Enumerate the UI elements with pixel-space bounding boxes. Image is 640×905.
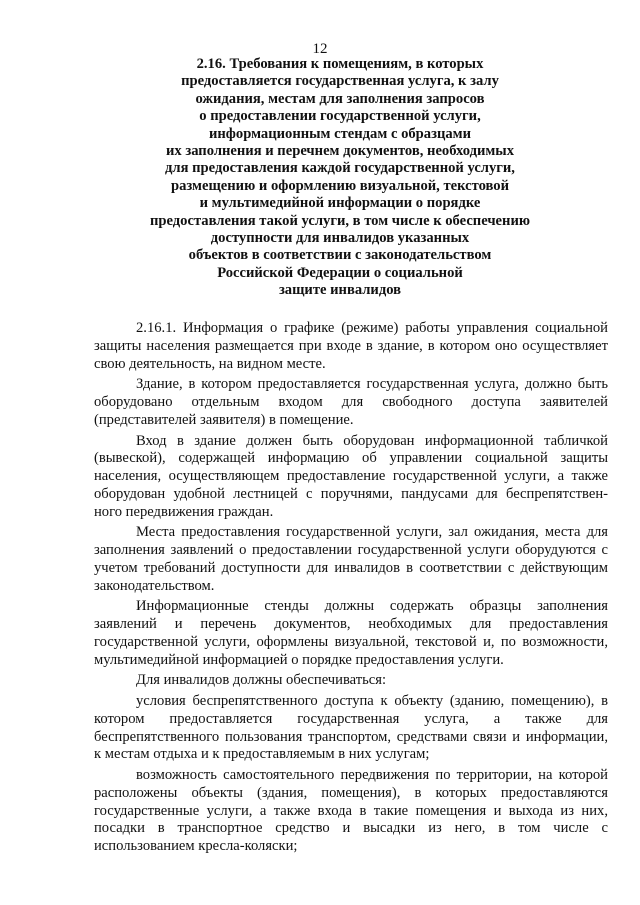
- page-number: 12: [312, 41, 328, 57]
- text-line: свою деятельность, на видном месте.: [94, 355, 326, 372]
- text-line: государственные услуги, а также входа в такие помещения и выхода из них,: [94, 802, 608, 819]
- text-line: законодательством.: [94, 577, 215, 594]
- body-text: [94, 320, 608, 856]
- heading-line: объектов в соответствии с законодательством: [188, 247, 492, 264]
- heading-line: для предоставления каждой государственной услуги,: [165, 160, 515, 177]
- paragraph-service-places: [94, 524, 608, 595]
- text-line: Вход в здание должен быть оборудован информационной табличкой: [136, 432, 608, 449]
- paragraph-info-stands: [94, 598, 608, 669]
- text-line: заявлений и перечень документов, необходимых для предоставления: [94, 616, 608, 632]
- paragraph-schedule-info: [94, 320, 608, 373]
- text-line: мультимедийной информацией о порядке предоставления услуги.: [94, 651, 504, 668]
- heading-line: предоставления такой услуги, в том числе к обеспечению: [149, 212, 530, 229]
- text-line: учетом требований доступности для инвалидов в соответствии с действующим: [94, 559, 608, 576]
- text-line: населения, осуществляющем предоставление государственной услуги, а также: [94, 468, 608, 484]
- text-line: (вывеской), содержащей информацию об управлении социальной защиты: [94, 450, 608, 467]
- heading-line: их заполнения и перечнем документов, необходимых: [165, 143, 514, 160]
- text-line: заполнения заявлений о предоставлении государственной услуги оборудуются с: [94, 542, 608, 558]
- heading-line: ожидания, местам для заполнения запросов: [195, 90, 485, 107]
- heading-line: 2.16. Требования к помещениям, в которых: [196, 56, 484, 72]
- text-line: государственной услуги, оформлены визуальной, текстовой и, по возможности,: [94, 633, 608, 650]
- text-line: котором предоставляется государственная услуга, а также для: [94, 710, 608, 727]
- paragraph-access-conditions: [94, 693, 608, 764]
- text-line: посадки в транспортное средство и высадки из него, в том числе с: [94, 820, 608, 837]
- heading-line: и мультимедийной информации о порядке: [199, 195, 481, 212]
- section-heading: [120, 56, 560, 300]
- paragraph-independent-movement: [94, 767, 608, 856]
- heading-line: предоставляется государственная услуга, к залу: [181, 73, 499, 90]
- text-line: оборудован удобной лестницей с поручнями, пандусами для беспрепятствен-: [94, 485, 608, 502]
- text-line: ного передвижения граждан.: [94, 503, 274, 520]
- text-line: 2.16.1. Информация о графике (режиме) работы управления социальной: [136, 320, 608, 336]
- heading-line: о предоставлении государственной услуги,: [199, 108, 481, 125]
- heading-line: информационным стендам с образцами: [208, 125, 471, 142]
- text-line: Информационные стенды должны содержать образцы заполнения: [136, 598, 608, 615]
- text-line: (представителей заявителя) в помещение.: [94, 411, 354, 428]
- text-line: расположены объекты (здания, помещения), в которых предоставляются: [94, 784, 608, 801]
- paragraph-disabled-intro: [94, 672, 608, 690]
- heading-line: доступности для инвалидов указанных: [210, 230, 470, 247]
- text-line: Места предоставления государственной услуги, зал ожидания, места для: [136, 524, 608, 541]
- heading-line: защите инвалидов: [278, 282, 402, 299]
- text-line: защиты населения размещается при входе в здание, в котором оно осуществляет: [94, 337, 608, 354]
- text-line: Для инвалидов должны обеспечиваться:: [136, 672, 387, 689]
- text-line: использованием кресла-коляски;: [94, 838, 298, 854]
- text-line: Здание, в котором предоставляется государственная услуга, должно быть: [136, 376, 608, 393]
- paragraph-building-entrance: [94, 376, 608, 429]
- heading-line: размещению и оформлению визуальной, текстовой: [170, 177, 510, 194]
- text-line: условия беспрепятственного доступа к объекту (зданию, помещению), в: [136, 693, 608, 709]
- paragraph-signboard: [94, 433, 608, 522]
- text-line: к местам отдыха и к предоставляемым в них услугам;: [94, 746, 430, 763]
- heading-line: Российской Федерации о социальной: [217, 264, 463, 281]
- text-line: возможность самостоятельного передвижения по территории, на которой: [136, 767, 608, 783]
- text-line: оборудовано отдельным входом для свободного доступа заявителей: [94, 394, 608, 410]
- text-line: беспрепятственного пользования транспортом, средствами связи и информации,: [94, 728, 608, 745]
